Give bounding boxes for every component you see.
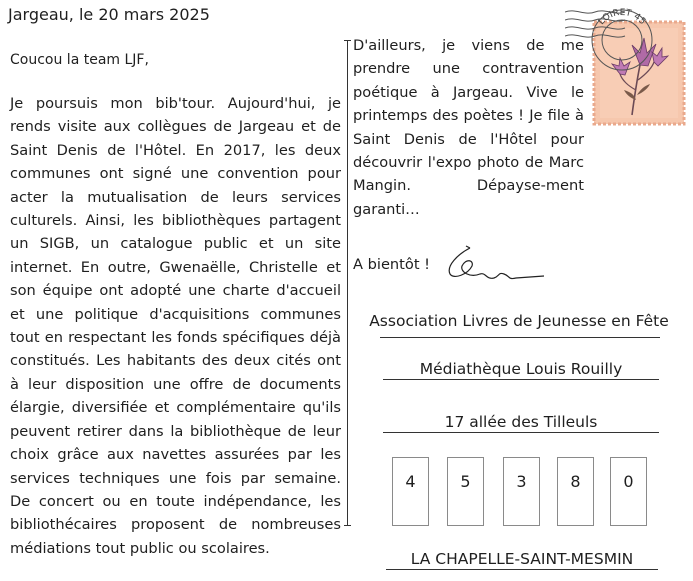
postal-code-box: 8: [557, 457, 594, 526]
postmark-text: LOIRET 45: [596, 7, 648, 28]
letter-paragraph-left: Je poursuis mon bib'tour. Aujourd'hui, je rends visite aux collègues de Jargeau et de Saint Denis de l'Hôtel. En 2017, les deux communes ont signé une convention pour acter la mutualisation de leurs services culturels. Ainsi, les bibliothèques partagent un SIGB, un catalogue public et un site internet. En outre, Gwenaëlle, Christelle et son équipe ont adopté une charte d'accueil et une politique d'acquisitions communes tout en respectant les fonds spécifiques déjà constitués. Les habitants des deux cités ont à leur disposition une offre de documents élargie, diversifiée et complémentaire qu'ils peuvent retirer dans la bibliothèque de leur choix grâce aux navettes assurées par les services techniques une fois par semaine. De concert ou en toute indépendance, les bibliothécaires proposent de nombreuses médiations tout public ou scolaires.: [10, 95, 341, 557]
address-association: Association Livres de Jeunesse en Fête: [369, 312, 669, 330]
postal-code-box: 4: [392, 457, 429, 526]
closing: A bientôt !: [353, 256, 431, 273]
address-city: LA CHAPELLE-SAINT-MESMIN: [386, 550, 658, 570]
postmark: [565, 0, 675, 80]
date-line: Jargeau, le 20 mars 2025: [8, 5, 210, 24]
postcard-divider: [347, 40, 348, 526]
postal-code-box: 3: [503, 457, 540, 526]
address-rule: [380, 337, 660, 338]
postal-code-box: 5: [447, 457, 484, 526]
signature: [440, 244, 550, 284]
address-name: Médiathèque Louis Rouilly: [383, 360, 659, 380]
letter-paragraph-right: D'ailleurs, je viens de me prendre une contravention poétique à Jargeau. Vive le printemps des poètes ! Je file à Saint Denis de l'Hôtel pour découvrir l'expo photo de Marc Mangin. Dépayse-ment garanti…: [353, 37, 584, 218]
greeting: Coucou la team LJF,: [10, 52, 149, 68]
postal-code-box: 0: [610, 457, 647, 526]
address-street: 17 allée des Tilleuls: [383, 413, 659, 433]
